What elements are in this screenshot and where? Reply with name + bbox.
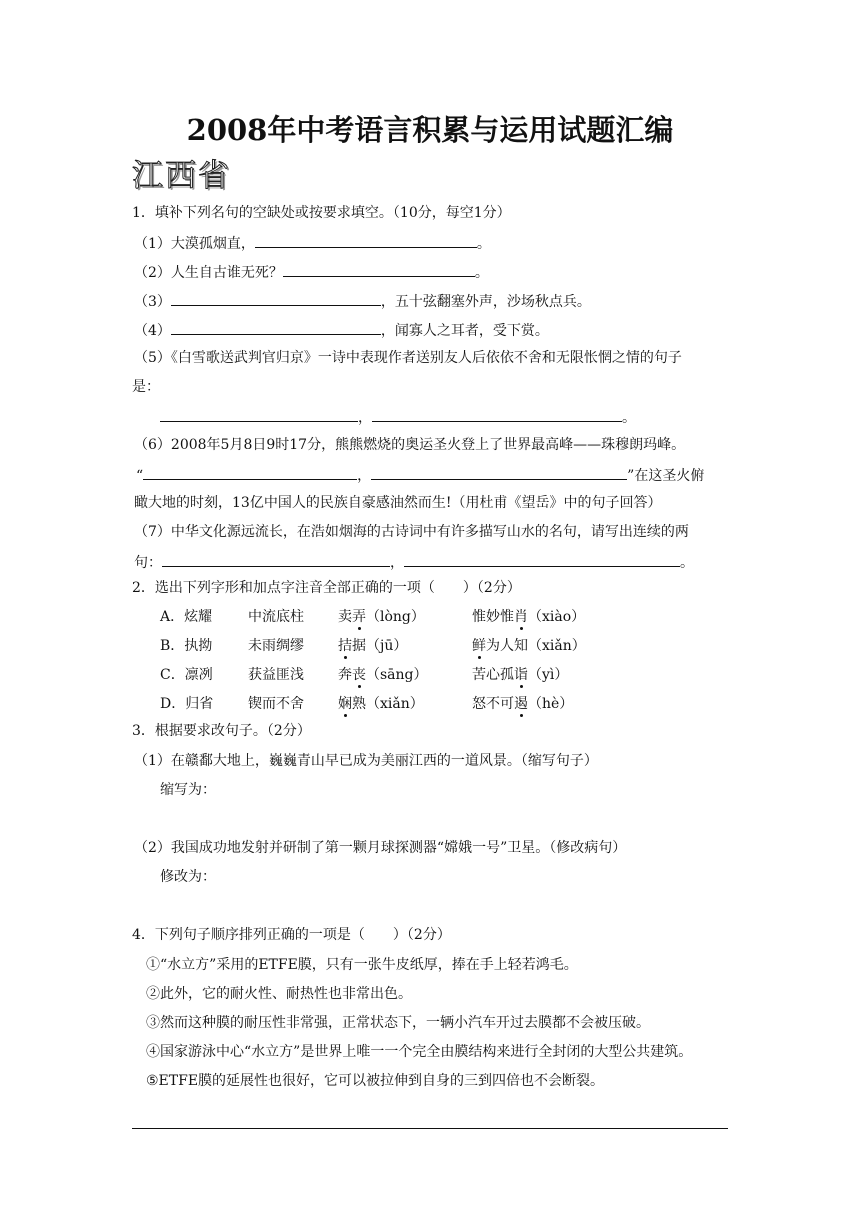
q4-item-4: ④国家游泳中心“水立方”是世界上唯一一个完全由膜结构来进行全封闭的大型公共建筑。 [146, 1044, 693, 1060]
q3-answer-1-label[interactable]: 缩写为： [160, 782, 216, 798]
q1-line-3: （3） ，五十弦翻塞外声，沙场秋点兵。 [134, 291, 591, 311]
answer-blank[interactable] [255, 233, 477, 248]
q4-item-2: ②此外，它的耐火性、耐热性也非常出色。 [146, 986, 412, 1002]
q1-line-6b: “ ， ”在这圣火俯 [136, 465, 704, 485]
q3-answer-2-label[interactable]: 修改为： [160, 869, 216, 885]
q1-line-4: （4） ，闻寡人之耳者，受下赏。 [134, 320, 549, 340]
q1-line-6c: 瞰大地的时刻，13亿中国人的民族自豪感油然而生!（用杜甫《望岳》中的句子回答） [134, 495, 662, 511]
q2-stem: 2．选出下列字形和加点字注音全部正确的一项（ ）（2分） [132, 580, 521, 596]
q1-line-1: （1）大漠孤烟直， 。 [134, 233, 491, 253]
q4-item-3: ③然而这种膜的耐压性非常强，正常状态下，一辆小汽车开过去膜都不会被压破。 [146, 1015, 650, 1031]
q3-stem: 3．根据要求改句子。（2分） [132, 723, 311, 739]
q1-stem: 1．填补下列名句的空缺处或按要求填空。（10分，每空1分） [132, 205, 511, 221]
q3-sentence-1: （1）在赣鄱大地上，巍巍青山早已成为美丽江西的一道风景。（缩写句子） [134, 753, 598, 769]
q1-line-6: （6）2008年5月8日9时17分，熊熊燃烧的奥运圣火登上了世界最高峰——珠穆朗玛峰。 [134, 437, 686, 453]
q1-line-7: （7）中华文化源远流长，在浩如烟海的古诗词中有许多描写山水的名句，请写出连续的两 [134, 524, 689, 540]
answer-blank[interactable] [143, 465, 357, 480]
answer-blank[interactable] [171, 320, 381, 335]
answer-blank[interactable] [404, 552, 680, 567]
answer-blank[interactable] [162, 552, 390, 567]
answer-blank[interactable] [171, 291, 381, 306]
q4-item-1: ①“水立方”采用的ETFE膜，只有一张牛皮纸厚，捧在手上轻若鸿毛。 [146, 957, 578, 973]
q1-line-5: （5）《白雪歌送武判官归京》一诗中表现作者送别友人后依依不舍和无限怅惘之情的句子 [134, 350, 682, 366]
document-title: 2008年中考语言积累与运用试题汇编 [186, 113, 674, 147]
q3-sentence-2: （2）我国成功地发射并研制了第一颗月球探测器“嫦娥一号”卫星。（修改病句） [134, 840, 627, 856]
answer-blank[interactable] [283, 262, 475, 277]
q4-stem: 4．下列句子顺序排列正确的一项是（ ）（2分） [132, 927, 451, 943]
answer-blank[interactable] [372, 407, 622, 422]
q1-line-5b: 是： [132, 379, 160, 395]
q1-line-2: （2）人生自古谁无死？ 。 [134, 262, 489, 282]
answer-blank[interactable] [160, 407, 358, 422]
q1-line-7b: 句： ， 。 [134, 552, 694, 572]
q1-line-5c: ， 。 [160, 407, 636, 427]
document-page: 2008年中考语言积累与运用试题汇编 江西省 1．填补下列名句的空缺处或按要求填空。（10分，每空1分） （1）大漠孤烟直， 。 （2）人生自古谁无死？ 。 （3） ，五十弦翻塞外声，沙场秋点兵。 （4） ，闻寡人之耳者，受下赏。 （5）《白雪歌送武判官归京》一诗中表现作者送别友人后依依不舍和无限怅惘之情的句子 是： ， 。 （6）2008年5月8日9时17分，熊熊燃烧的奥运圣火登上了世界最高峰——珠穆朗玛峰。 “ ， ”在这圣火俯 瞰大地的时刻，13亿中国人的民族自豪感油然而生!（用杜甫《望岳》中的句子回答） （7）中华文化源远流长，在浩如烟海的古诗词中有许多描写山水的名句，请写出连续的两 句： ， 。 2．选出下列字形和加点字注音全部正确的一项（ ）（2分） A．炫耀 中流底柱 卖弄（lòng） 惟妙惟肖（xiào） B．执拗 未雨绸缪 拮据（jū） 鲜为人知（xiǎn） C．凛冽 获益匪浅 奔丧（sāng） 苦心孤诣（yì） D．归省 锲而不舍 娴熟（xiǎn） 怒不可遏（hè） 3．根据要求改句子。（2分） （1）在赣鄱大地上，巍巍青山早已成为美丽江西的一道风景。（缩写句子） 缩写为： （2）我国成功地发射并研制了第一颗月球探测器“嫦娥一号”卫星。（修改病句） 修改为： 4．下列句子顺序排列正确的一项是（ ）（2分） ①“水立方”采用的ETFE膜，只有一张牛皮纸厚，捧在手上轻若鸿毛。 ②此外，它的耐火性、耐热性也非常出色。 ③然而这种膜的耐压性非常强，正常状态下，一辆小汽车开过去膜都不会被压破。 ④国家游泳中心“水立方”是世界上唯一一个完全由膜结构来进行全封闭的大型公共建筑。 ⑤ETFE膜的延展性也很好，它可以被拉伸到自身的三到四倍也不会断裂。 [0, 0, 860, 1216]
page-bottom-rule [132, 1128, 728, 1129]
q4-item-5: ⑤ETFE膜的延展性也很好，它可以被拉伸到自身的三到四倍也不会断裂。 [146, 1073, 605, 1089]
province-heading: 江西省 [132, 158, 231, 194]
answer-blank[interactable] [371, 465, 627, 480]
